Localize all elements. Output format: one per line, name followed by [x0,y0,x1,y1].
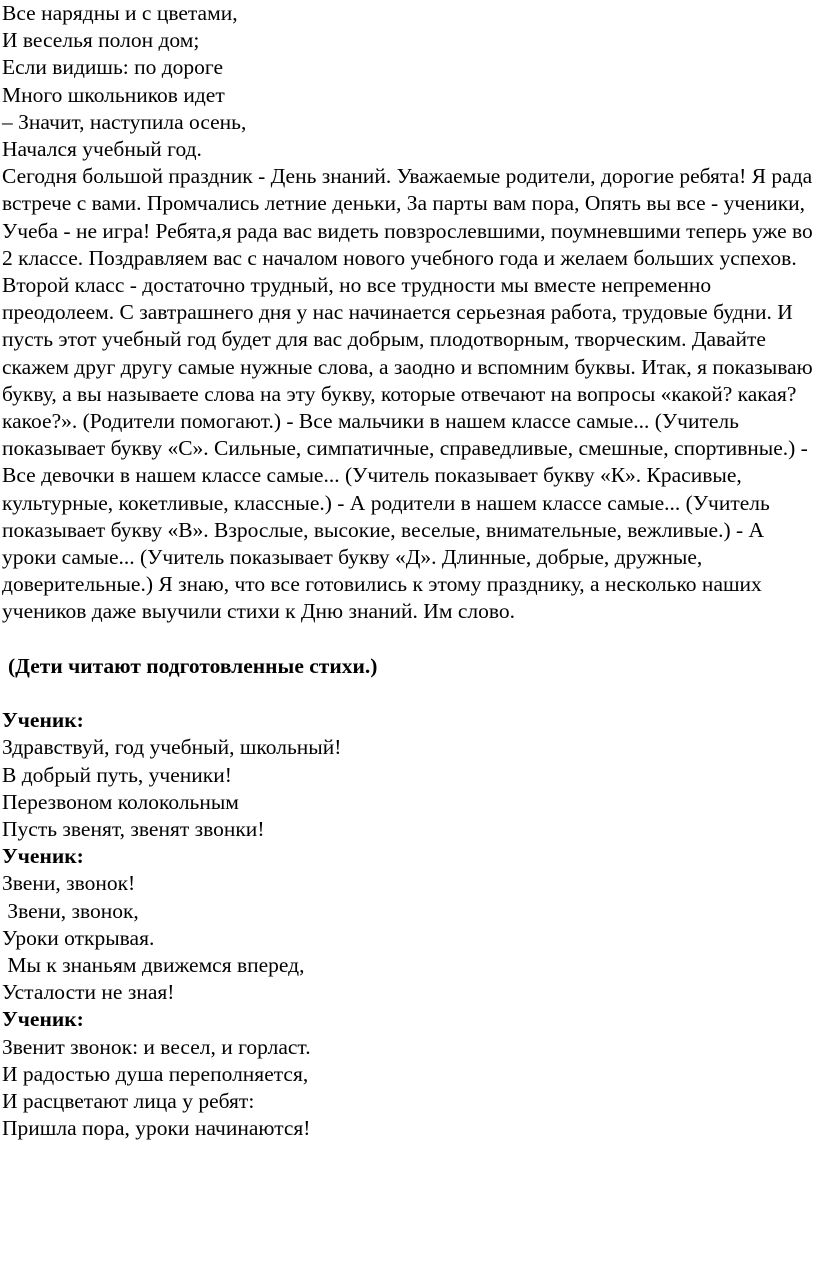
verse-line: Звени, звонок, [2,898,139,923]
verse-line: Перезвоном колокольным [2,789,239,814]
poem-line: Все нарядны и с цветами, [2,1,238,25]
stage-direction: (Дети читают подготовленные стихи.) [8,653,378,678]
verse-line: И расцветают лица у ребят: [2,1089,255,1114]
teacher-speech: Сегодня большой праздник - День знаний. Уважаемые родители, дорогие ребята! Я рада встрече с вами. Промчались летние деньки, За парты вам пора, Опять вы все - ученики, Учеба - не игра! Ребята,я рада вас видеть повзрослевшими, поумневшими теперь уже во 2 классе. Поздравляем вас с началом нового учебного года и желаем больших успехов. Второй класс - достаточно трудный, но все трудности мы вместе непременно преодолеем. С завтрашнего дня у нас начинается серьезная работа, трудовые будни. И пусть этот учебный год будет для вас добрым, плодотворным, творческим. Давайте скажем друг другу самые нужные слова, а заодно и вспомним буквы. Итак, я показываю букву, а вы называете слова на эту букву, которые отвечают на вопросы «какой? какая? какое?». (Родители помогают.) - Все мальчики в нашем классе самые... (Учитель показывает букву «С». Сильные, симпатичные, справедливые, смешные, спортивные.) - Все девочки в нашем классе самые... (Учитель показывает букву «К». Красивые, культурные, кокетливые, классные.) - А родители в нашем классе самые... (Учитель показывает букву «В». Взрослые, высокие, веселые, внимательные, вежливые.) - А уроки самые... (Учитель показывает букву «Д». Длинные, добрые, дружные, доверительные.) Я знаю, что все готовились к этому празднику, а несколько наших учеников даже выучили стихи к Дню знаний. Им слово. [2,164,813,624]
poem-line: Если видишь: по дороге [2,55,223,80]
student-label: Ученик: [2,1007,84,1032]
student-label: Ученик: [2,708,84,733]
student-label: Ученик: [2,844,84,869]
poem-line: И веселья полон дом; [2,28,200,53]
verse-line: Пусть звенят, звенят звонки! [2,817,265,842]
spacer [2,680,816,707]
verse-line: Звени, звонок! [2,871,136,896]
spacer [2,626,816,653]
poem-line: Много школьников идет [2,82,225,107]
student-verse-3 [2,1006,816,1142]
verse-line: И радостью душа переполняется, [2,1061,309,1086]
poem-line: – Значит, наступила осень, [2,109,247,134]
verse-line: В добрый путь, ученики! [2,762,232,787]
verse-line: Мы к знаньям движемся вперед, [2,953,305,978]
verse-line: Звенит звонок: и весел, и горласт. [2,1034,311,1059]
verse-line: Усталости не зная! [2,980,175,1005]
verse-line: Пришла пора, уроки начинаются! [2,1116,311,1141]
verse-line: Уроки открывая. [2,925,155,950]
verse-line: Здравствуй, год учебный, школьный! [2,735,342,760]
intro-poem [2,0,816,163]
student-verse-1 [2,707,816,843]
poem-line: Начался учебный год. [2,137,202,162]
student-verse-2 [2,843,816,1006]
